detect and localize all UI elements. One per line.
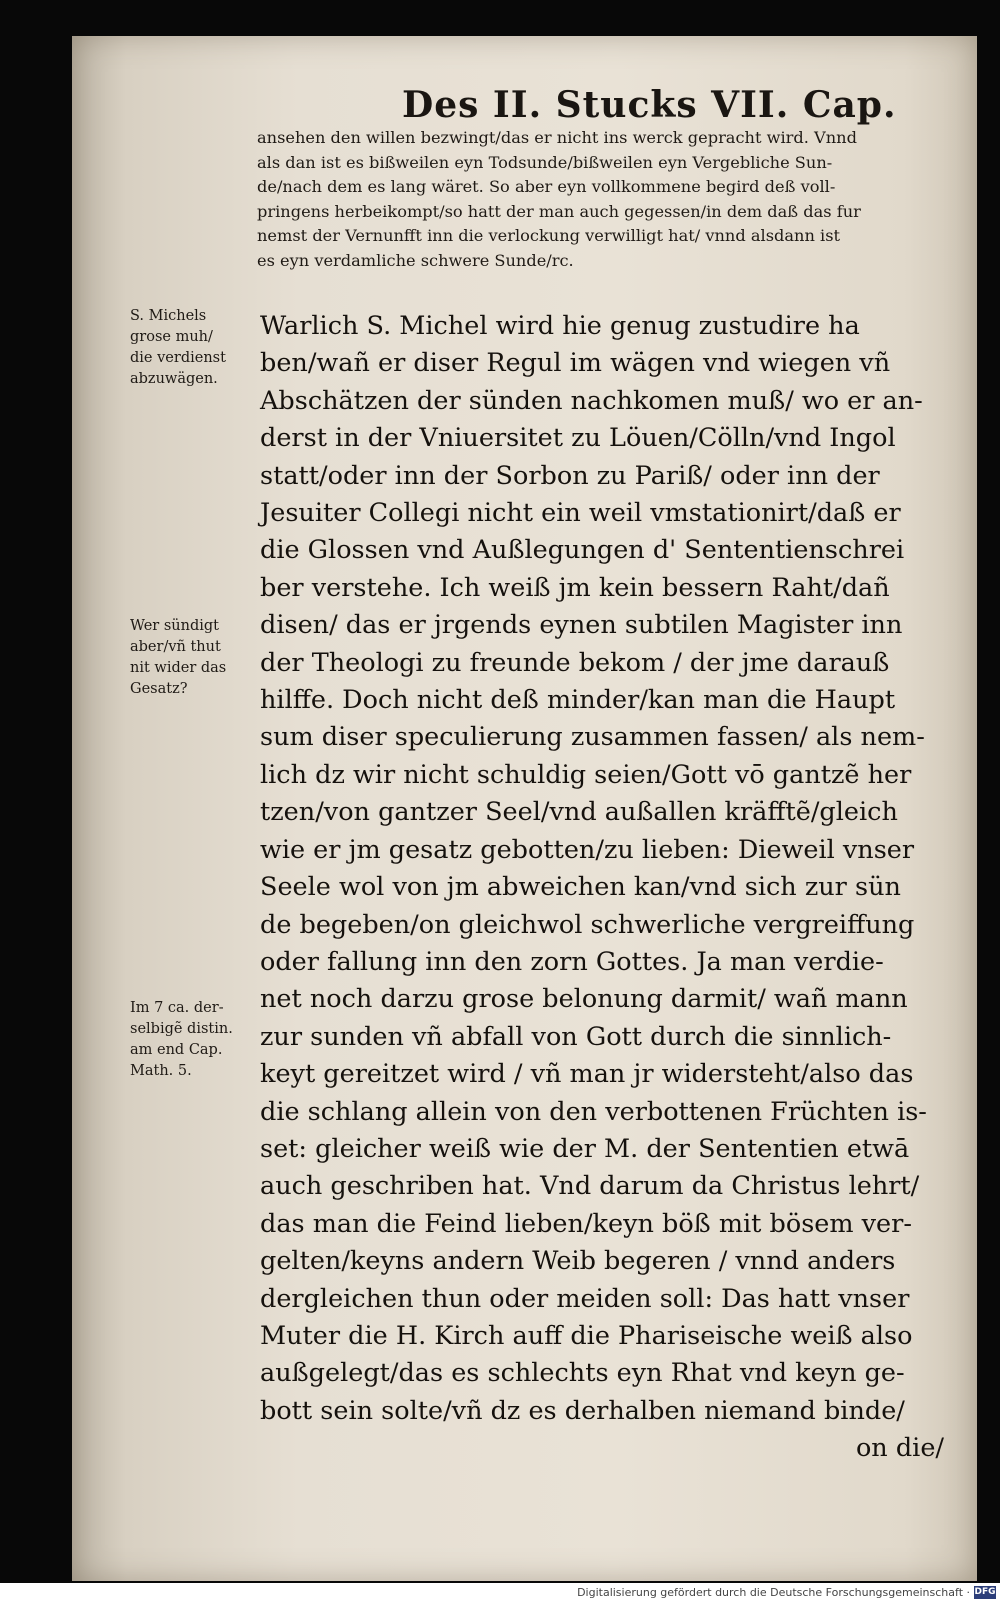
small-paragraph	[257, 126, 947, 273]
text-line: das man die Feind lieben/keyn böß mit bösem ver-	[260, 1208, 912, 1239]
gloss-line: am end Cap.	[130, 1042, 223, 1058]
margin-gloss-3	[130, 998, 258, 1082]
text-line: pringens herbeikompt/so hatt der man auch gegessen/in dem daß das fur	[257, 201, 861, 221]
text-line: als dan ist es bißweilen eyn Todsunde/bißweilen eyn Vergebliche Sun-	[257, 152, 833, 172]
gloss-line: Im 7 ca. der-	[130, 1000, 224, 1016]
text-line: Abschätzen der sünden nachkomen muß/ wo er an-	[260, 385, 923, 416]
running-head: Des II. Stucks VII. Cap.	[402, 84, 897, 126]
gloss-line: aber/vñ thut	[130, 639, 221, 655]
text-line: ben/wañ er diser Regul im wägen vnd wiegen vñ	[260, 348, 891, 379]
gloss-line: grose muh/	[130, 329, 213, 345]
text-line: ber verstehe. Ich weiß jm kein bessern Raht/dañ	[260, 572, 890, 603]
text-line: ansehen den willen bezwingt/das er nicht ins werck gepracht wird. Vnnd	[257, 128, 857, 147]
book-page	[72, 36, 977, 1581]
text-line: net noch darzu grose belonung darmit/ wañ mann	[260, 984, 908, 1015]
main-text-block	[260, 308, 950, 1468]
gloss-line: nit wider das	[130, 660, 227, 676]
text-line: lich dz wir nicht schuldig seien/Gott vō gantzẽ her	[260, 759, 912, 790]
text-line: set: gleicher weiß wie der M. der Sententien etwā	[260, 1133, 910, 1164]
text-line: keyt gereitzet wird / vñ man jr widersteht/also das	[260, 1059, 914, 1090]
gloss-line: Math. 5.	[130, 1063, 192, 1079]
text-line: sum diser speculierung zusammen fassen/ als nem-	[260, 722, 925, 753]
gloss-line: selbigẽ distin.	[130, 1021, 233, 1037]
gloss-line: die verdienst	[130, 350, 226, 366]
text-line: disen/ das er jrgends eynen subtilen Magister inn	[260, 610, 903, 641]
dfg-logo: DFG	[974, 1587, 996, 1597]
gloss-line: Wer sündigt	[130, 618, 219, 634]
text-line: on die/	[855, 1433, 944, 1464]
gloss-line: S. Michels	[130, 308, 207, 324]
text-line: Muter die H. Kirch auff die Phariseische weiß also	[260, 1320, 913, 1351]
text-line: wie er jm gesatz gebotten/zu lieben: Dieweil vnser	[260, 834, 915, 865]
text-line: Warlich S. Michel wird hie genug zustudire ha	[260, 311, 860, 341]
text-line: gelten/keyns andern Weib begeren / vnnd anders	[260, 1246, 896, 1277]
text-line: tzen/von gantzer Seel/vnd außallen kräfftẽ/gleich	[260, 797, 898, 828]
text-line: statt/oder inn der Sorbon zu Pariß/ oder inn der	[260, 460, 880, 491]
text-line: Jesuiter Collegi nicht ein weil vmstationirt/daß er	[260, 498, 901, 529]
margin-gloss-2	[130, 616, 258, 700]
text-line: derst in der Vniuersitet zu Löuen/Cölln/vnd Ingol	[260, 423, 896, 454]
gloss-line: Gesatz?	[130, 681, 188, 697]
digitization-footer	[0, 1583, 1000, 1603]
margin-gloss-1	[130, 306, 258, 390]
text-line: außgelegt/das es schlechts eyn Rhat vnd keyn ge-	[260, 1358, 905, 1389]
text-line: nemst der Vernunfft inn die verlockung verwilligt hat/ vnnd alsdann ist	[257, 226, 841, 245]
text-line: oder fallung inn den zorn Gottes. Ja man verdie-	[260, 946, 884, 977]
text-line: dergleichen thun oder meiden soll: Das hatt vnser	[260, 1283, 910, 1314]
text-line: Seele wol von jm abweichen kan/vnd sich zur sün	[260, 872, 901, 903]
text-line: de begeben/on gleichwol schwerliche vergreiffung	[260, 909, 915, 940]
text-line: de/nach dem es lang wäret. So aber eyn vollkommene begird deß voll-	[257, 177, 836, 196]
text-line: hilffe. Doch nicht deß minder/kan man die Haupt	[260, 685, 896, 716]
text-line: auch geschriben hat. Vnd darum da Christus lehrt/	[260, 1171, 920, 1202]
text-line: die schlang allein von den verbottenen Früchten is-	[260, 1096, 927, 1127]
text-line: es eyn verdamliche schwere Sunde/rc.	[257, 250, 574, 270]
text-line: die Glossen vnd Außlegungen d' Sententienschrei	[260, 535, 905, 566]
footer-credit: Digitalisierung gefördert durch die Deutsche Forschungsgemeinschaft ·	[577, 1586, 970, 1599]
gloss-line: abzuwägen.	[130, 371, 218, 387]
text-line: der Theologi zu freunde bekom / der jme darauß	[260, 647, 890, 678]
text-line: zur sunden vñ abfall von Gott durch die sinnlich-	[260, 1021, 892, 1052]
text-line: bott sein solte/vñ dz es derhalben niemand binde/	[260, 1395, 905, 1426]
